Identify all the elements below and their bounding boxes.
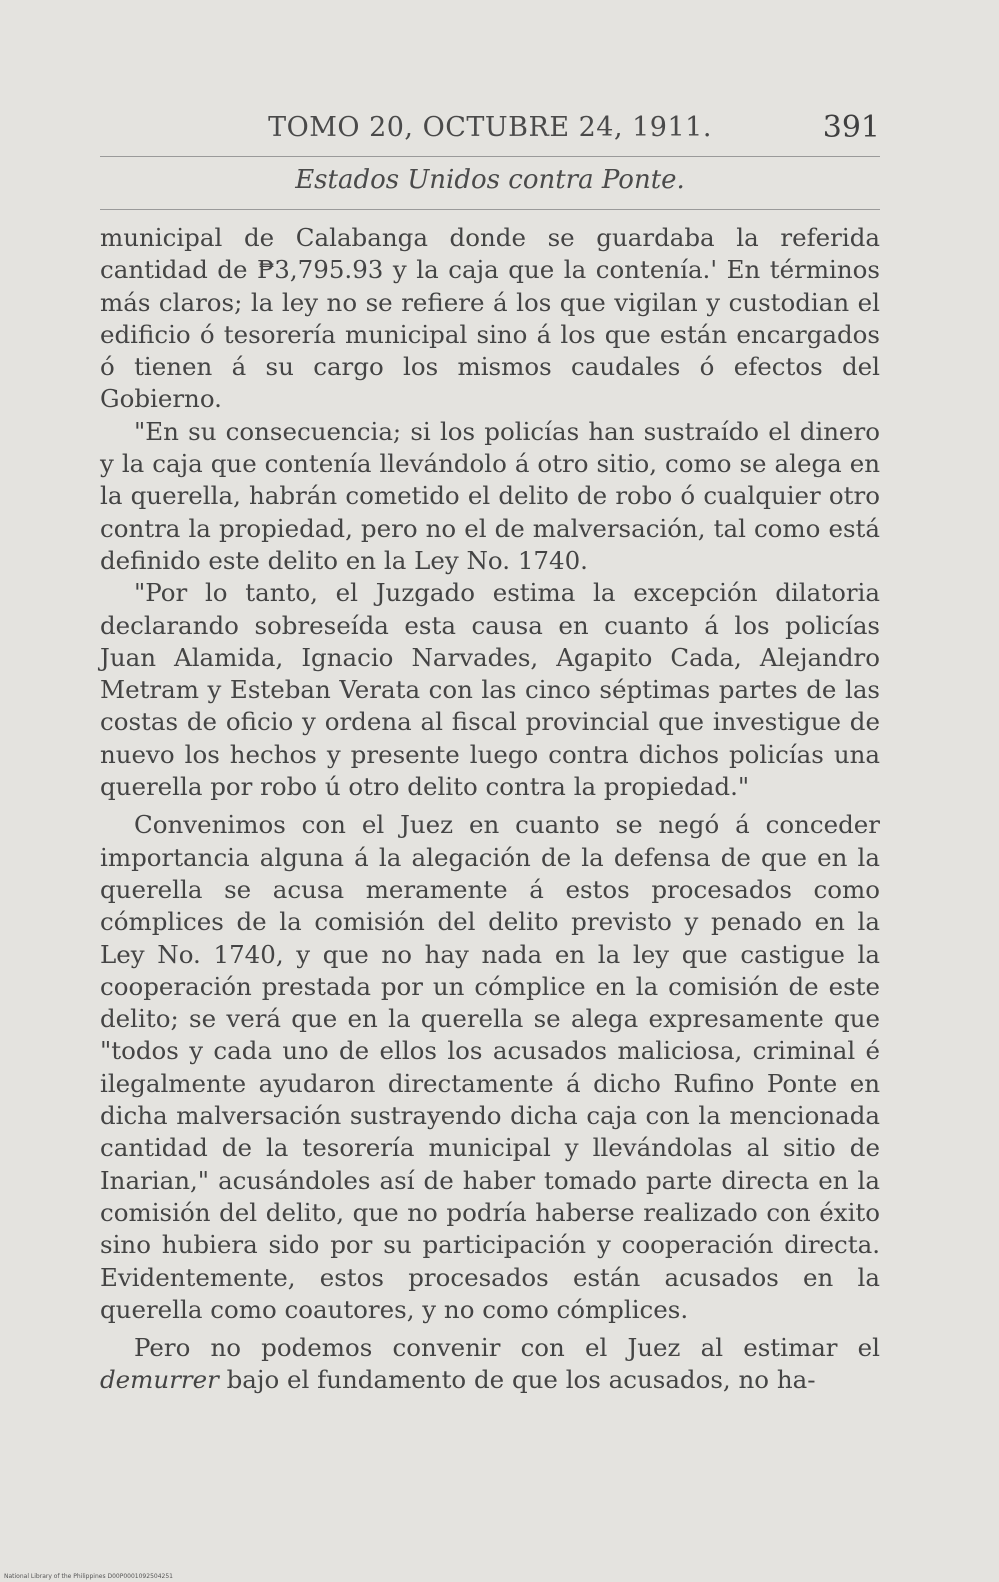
- case-title: Estados Unidos contra Ponte.: [295, 165, 685, 195]
- paragraph-4: Convenimos con el Juez en cuanto se negó á conceder importancia alguna á la alegación de la defensa de que en la querella se acusa meramente á estos procesados como cómplices de la comisión del delito previsto y penado en la Ley No. 1740, y que no hay nada en la ley que castigue la cooperación prestada por un cómplice en la comisión de este delito; se verá que en la querella se alega expresamente que "todos y cada uno de ellos los acusados maliciosa, criminal é ilegalmente ayudaron directamente á dicho Rufino Ponte en dicha malversación sustrayendo dicha caja con la mencionada cantidad de la tesorería municipal y llevándolas al sitio de Inarian," acusándoles así de haber tomado parte directa en la comisión del delito, que no podría haberse realizado con éxito sino hubiera sido por su participación y cooperación directa. Evidentemente, estos procesados están acusados en la querella como coautores, y no como cómplices.: [100, 810, 880, 1324]
- paragraph-5: [100, 1332, 880, 1397]
- paragraph-5-end: bajo el fundamento de que los acusados, no ha-: [218, 1365, 816, 1395]
- paragraph-2: "En su consecuencia; si los policías han sustraído el dinero y la caja que contenía llevándolo á otro sitio, como se alega en la querella, habrán cometido el delito de robo ó cualquier otro contra la propiedad, pero no el de malversación, tal como está definido este delito en la Ley No. 1740.: [100, 416, 880, 575]
- page-header: [100, 108, 880, 152]
- running-title: TOMO 20, OCTUBRE 24, 1911.: [268, 112, 712, 143]
- paragraph-5-start: Pero no podemos convenir con el Juez al estimar el: [134, 1333, 880, 1363]
- page-number: 391: [822, 110, 880, 145]
- body-text: [100, 222, 880, 1397]
- paragraph-1: municipal de Calabanga donde se guardaba la referida cantidad de ₱3,795.93 y la caja que la contenía.' En términos más claros; la ley no se refiere á los que vigilan y custodian el edificio ó tesorería municipal sino á los que están encargados ó tienen á su cargo los mismos caudales ó efectos del Gobierno.: [100, 223, 880, 414]
- paragraph-3: "Por lo tanto, el Juzgado estima la excepción dilatoria declarando sobreseída esta causa en cuanto á los policías Juan Alamida, Ignacio Narvades, Agapito Cada, Alejandro Metram y Esteban Verata con las cinco séptimas partes de las costas de oficio y ordena al fiscal provincial que investigue de nuevo los hechos y presente luego contra dichos policías una querella por robo ú otro delito contra la propiedad.": [100, 578, 880, 802]
- header-rule-bottom: [100, 209, 880, 210]
- header-rule-top: [100, 156, 880, 157]
- scan-credit: National Library of the Philippines D00P0001092504251: [4, 1573, 173, 1580]
- paragraph-5-italic-term: demurrer: [100, 1365, 219, 1395]
